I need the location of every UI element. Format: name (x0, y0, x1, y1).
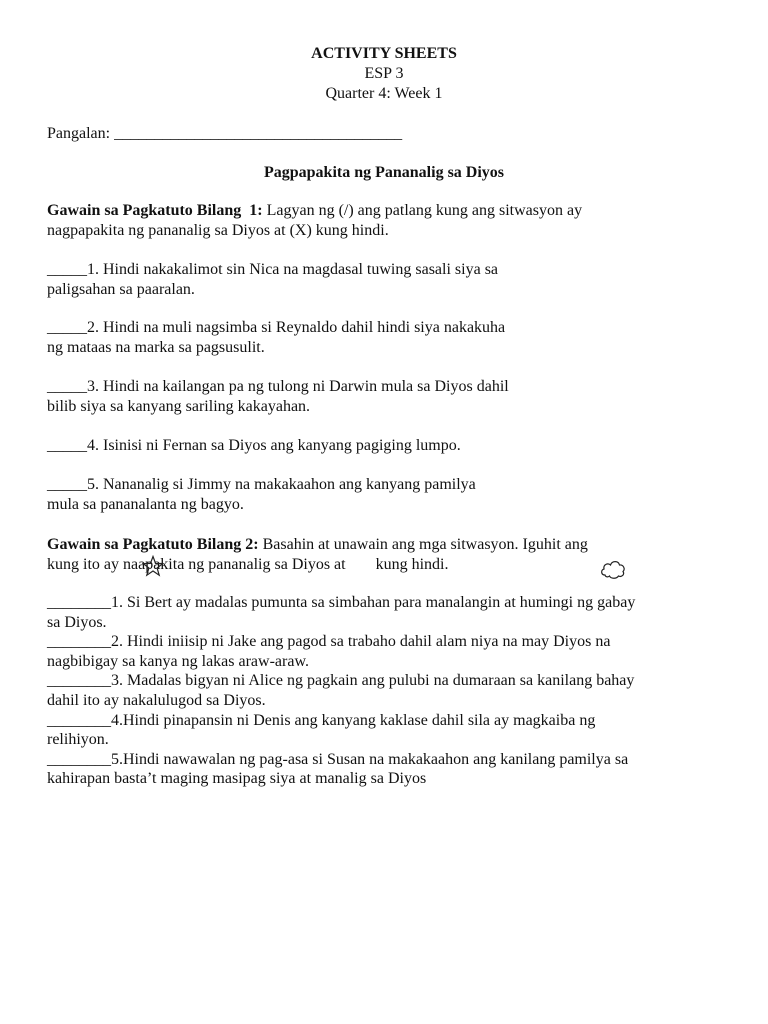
activity2-item-5-line1: ________5.Hindi nawawalan ng pag-asa si Susan na makakaahon ang kanilang pamilya sa (47, 750, 629, 768)
item-line2: ng mataas na marka sa pagsusulit. (47, 338, 265, 356)
activity1-heading: Gawain sa Pagkatuto Bilang 1: (47, 202, 263, 219)
sheet-title: ACTIVITY SHEETS (311, 45, 457, 62)
activity1-item-1 (47, 260, 498, 299)
item-line1: _____5. Nananalig si Jimmy na makakaahon ang kanyang pamilya (47, 476, 476, 493)
activity1-item-5 (47, 475, 476, 514)
subject-label: ESP 3 (364, 65, 404, 82)
item-line1: _____1. Hindi nakakalimot sin Nica na magdasal tuwing sasali siya sa (47, 261, 499, 278)
activity2-heading: Gawain sa Pagkatuto Bilang 2: (47, 536, 259, 553)
item-line1: _____4. Isinisi ni Fernan sa Diyos ang kanyang pagiging lumpo. (47, 437, 461, 454)
activity2-instruction-line2b: apakita ng pananalig sa Diyos at (138, 555, 350, 573)
topic-title: Pagpapakita ng Pananalig sa Diyos (263, 164, 505, 181)
activity2-item-4-line1: ________4.Hindi pinapansin ni Denis ang kanyang kaklase dahil sila ay magkaiba ng (47, 711, 596, 729)
name-blank[interactable]: ____________________________________ (114, 125, 403, 142)
activity1-instruction-line2: nagpapakita ng pananalig sa Diyos at (X) kung hindi. (47, 221, 389, 239)
name-field[interactable] (47, 124, 402, 144)
activity1-instruction-line1: Lagyan ng (/) ang patlang kung ang sitwasyon ay (262, 202, 583, 219)
activity1-item-4 (47, 436, 461, 456)
activity2-item-2-line2: nagbibigay sa kanya ng lakas araw-araw. (47, 652, 309, 670)
name-label: Pangalan: (47, 125, 115, 142)
activity1-instructions (47, 201, 582, 240)
item-line1: _____3. Hindi na kailangan pa ng tulong ni Darwin mula sa Diyos dahil (47, 378, 509, 395)
activity2-instruction-line2a: kung ito ay na (47, 555, 139, 573)
activity2-item-3-line1: ________3. Madalas bigyan ni Alice ng pagkain ang pulubi na dumaraan sa kanilang bahay (47, 672, 635, 690)
item-line2: bilib siya sa kanyang sariling kakayahan. (47, 397, 311, 415)
activity1-item-3 (47, 377, 509, 416)
activity2-item-1-line2: sa Diyos. (47, 613, 107, 631)
item-line1: _____2. Hindi na muli nagsimba si Reynaldo dahil hindi siya nakakuha (47, 319, 506, 336)
activity2-instructions (47, 535, 588, 574)
activity2-item-2-line1: ________2. Hindi iniisip ni Jake ang pagod sa trabaho dahil alam niya na may Diyos na (47, 633, 611, 651)
activity2-items (47, 593, 635, 789)
activity2-item-4-line2: relihiyon. (47, 731, 109, 749)
quarter-label: Quarter 4: Week 1 (325, 85, 443, 102)
activity1-item-2 (47, 318, 505, 357)
activity2-instruction-line1: Basahin at unawain ang mga sitwasyon. Iguhit ang (258, 536, 588, 553)
item-line2: paligsahan sa paaralan. (47, 280, 195, 298)
star-outline-icon (142, 555, 164, 577)
activity2-item-1-line1: ________1. Si Bert ay madalas pumunta sa simbahan para manalangin at humingi ng gabay (47, 594, 636, 611)
activity2-item-5-line2: kahirapan basta’t maging masipag siya at manalig sa Diyos (47, 770, 427, 788)
item-line2: mula sa pananalanta ng bagyo. (47, 495, 244, 513)
cloud-outline-icon (599, 557, 627, 581)
activity2-instruction-line2c: kung hindi. (375, 555, 449, 573)
activity2-item-3-line2: dahil ito ay nakalulugod sa Diyos. (47, 691, 266, 709)
